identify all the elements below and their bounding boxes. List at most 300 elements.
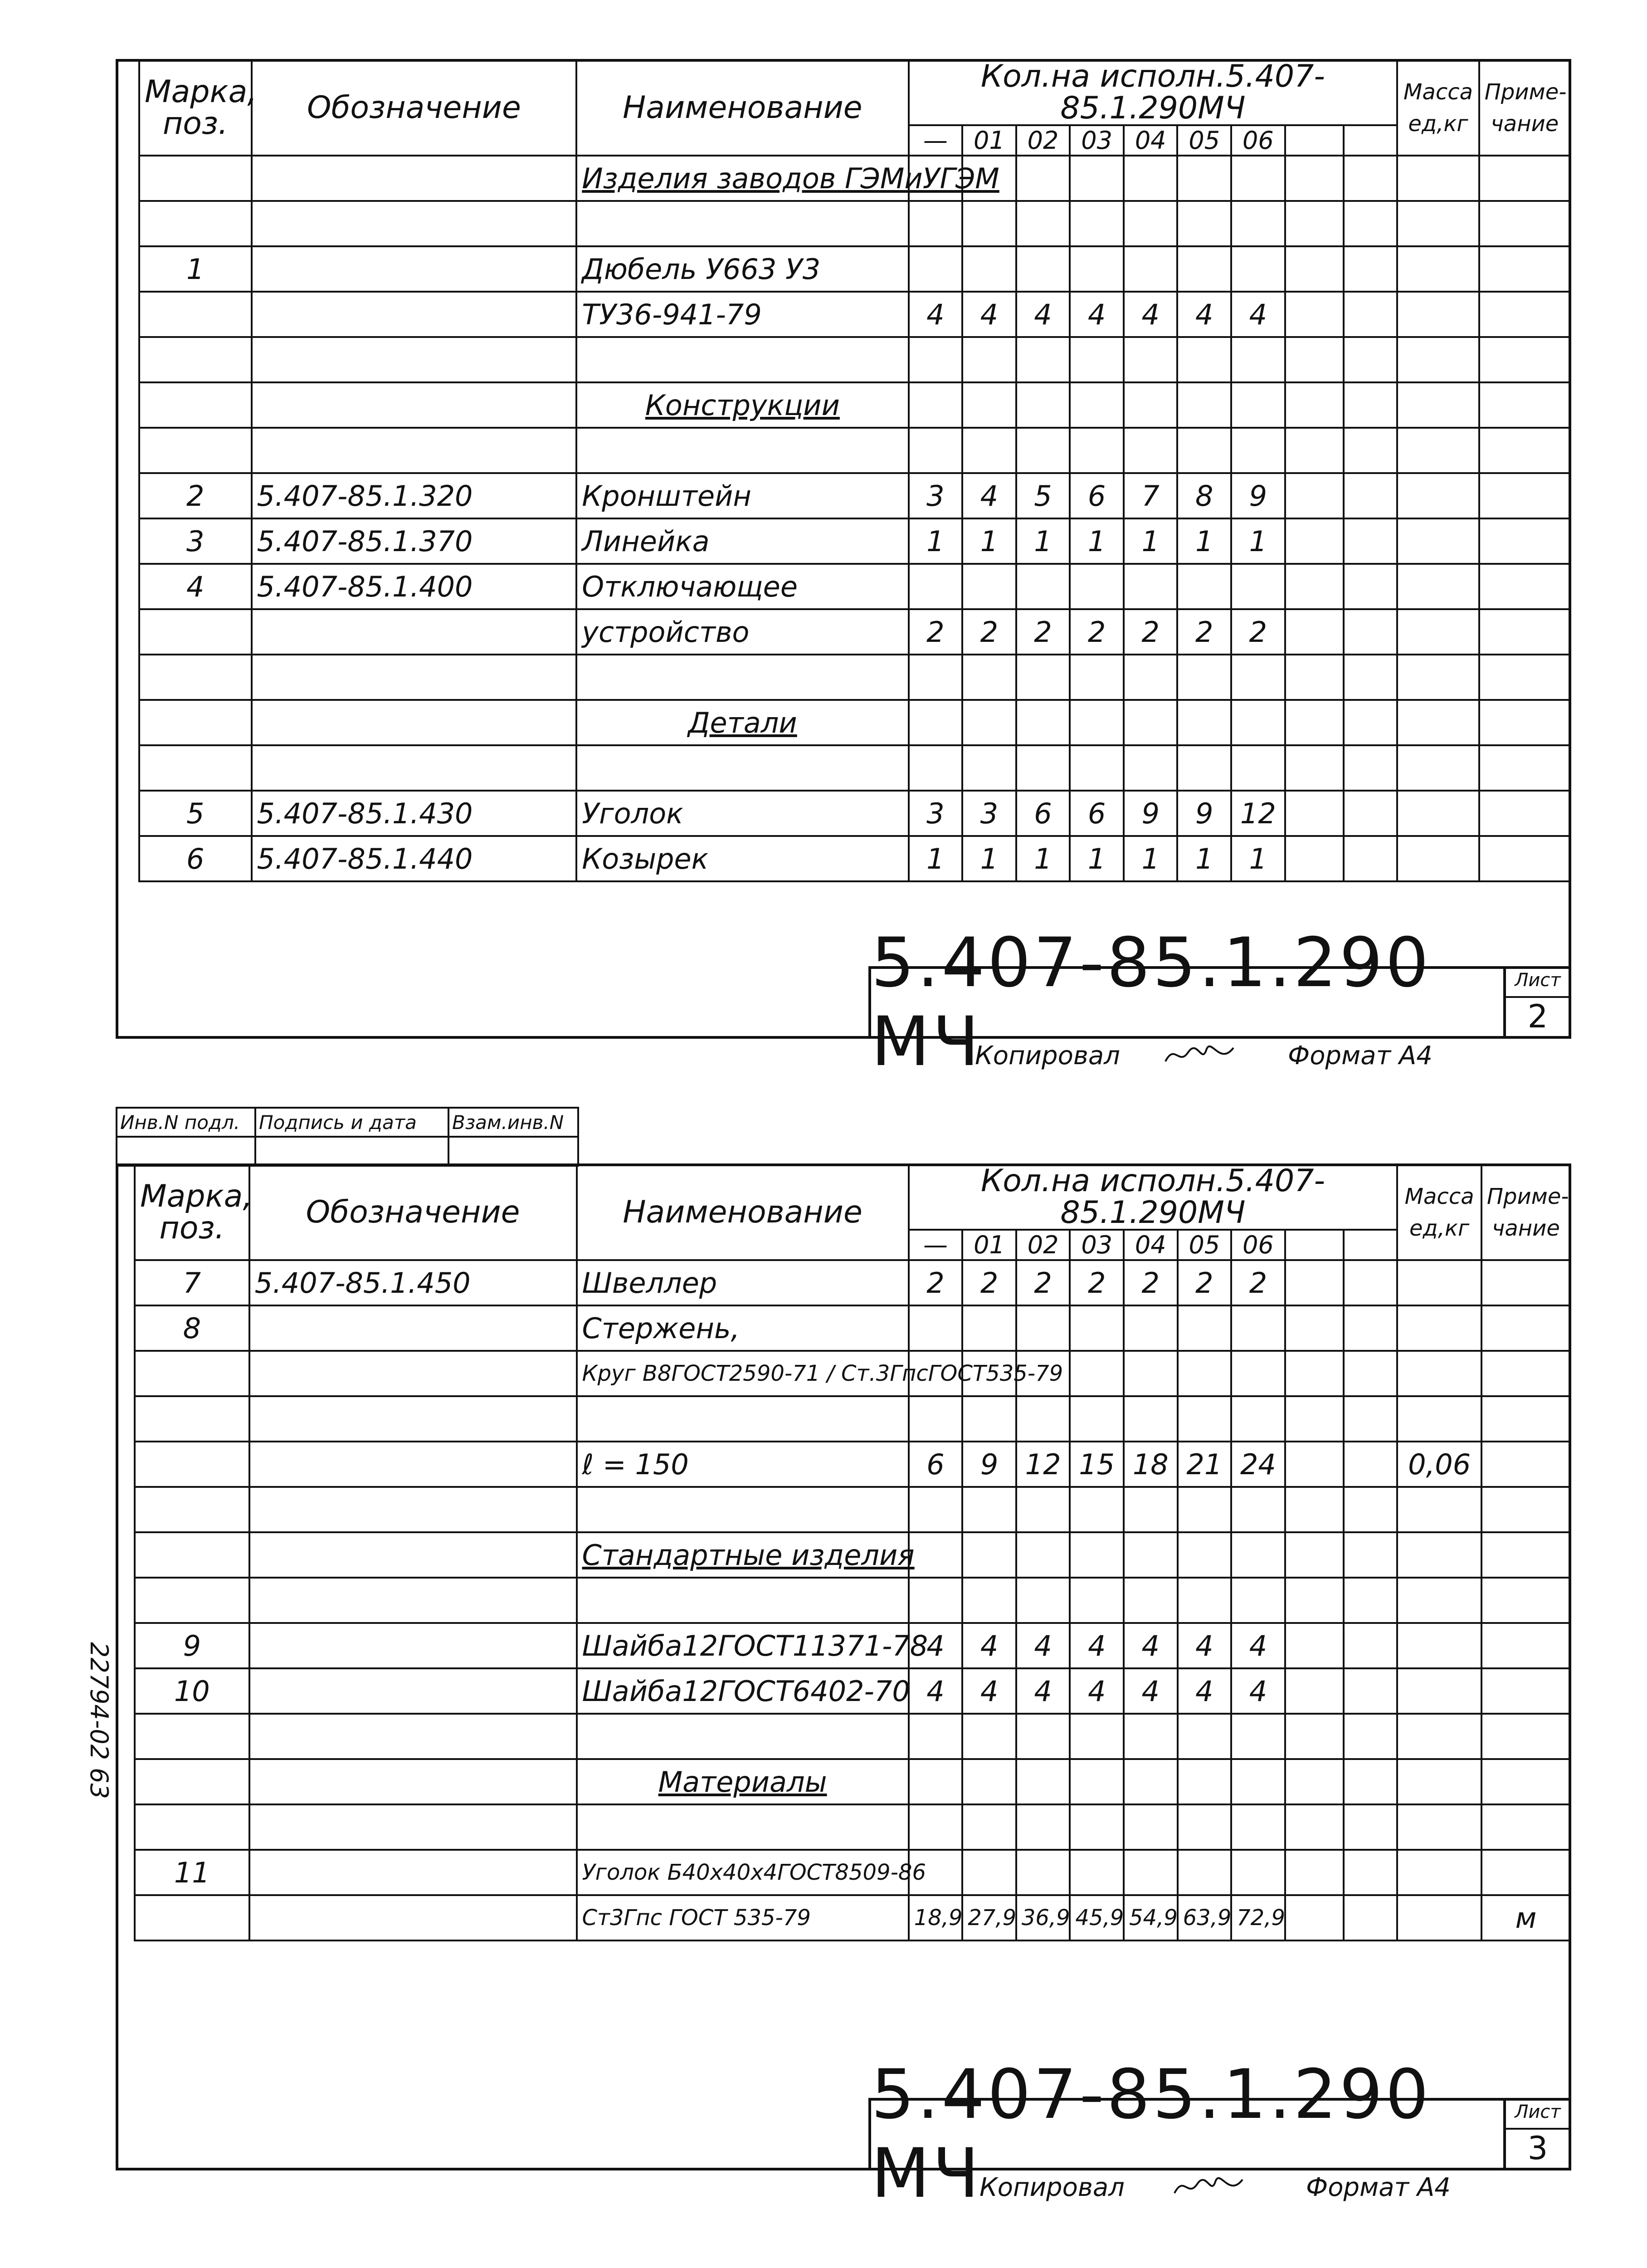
quantity-cell: [1177, 201, 1231, 246]
position-cell: [135, 1895, 249, 1941]
quantity-cell: [1016, 1850, 1070, 1895]
quantity-cell: 2: [1016, 609, 1070, 655]
quantity-cell: [1178, 1351, 1232, 1396]
header-naimenovanie: Наименование: [576, 60, 908, 156]
name-cell: [576, 201, 908, 246]
table-row: [139, 836, 1570, 881]
quantity-cell-empty: [1344, 428, 1398, 473]
quantity-cell: [1124, 428, 1178, 473]
table-row: [139, 609, 1570, 655]
mass-cell: [1397, 473, 1479, 518]
designation-cell: [252, 201, 577, 246]
header-ispoln: 01: [962, 1230, 1016, 1260]
quantity-cell: [1177, 564, 1231, 609]
note-cell: [1479, 745, 1570, 791]
position-cell: [135, 1759, 249, 1804]
designation-cell: [252, 428, 577, 473]
quantity-cell: [1124, 337, 1178, 382]
quantity-cell: [1016, 246, 1070, 292]
header-ispoln: 06: [1231, 1230, 1285, 1260]
quantity-cell: 45,9: [1070, 1895, 1124, 1941]
quantity-cell: [1070, 700, 1124, 745]
header-primechanie: Приме- чание: [1479, 60, 1570, 156]
inv-label: Инв.N подл.: [117, 1108, 255, 1137]
quantity-cell: [1070, 655, 1124, 700]
note-cell: [1481, 1351, 1570, 1396]
quantity-cell-empty: [1344, 473, 1398, 518]
quantity-cell: [1070, 428, 1124, 473]
quantity-cell-empty: [1285, 1804, 1344, 1850]
quantity-cell: [1124, 655, 1178, 700]
header-kol: Кол.на исполн.5.407-85.1.290МЧ: [909, 1164, 1398, 1230]
format-label: Формат А4: [1288, 1041, 1433, 1070]
mass-cell: [1397, 564, 1479, 609]
header-kol: Кол.на исполн.5.407-85.1.290МЧ: [909, 60, 1398, 125]
table-row: [139, 201, 1570, 246]
note-cell: [1481, 1668, 1570, 1714]
quantity-cell-empty: [1285, 473, 1344, 518]
position-cell: [135, 1487, 249, 1532]
quantity-cell: [909, 655, 963, 700]
name-cell: Изделия заводов ГЭМиУГЭМ: [576, 156, 908, 201]
quantity-cell: [1231, 1850, 1285, 1895]
quantity-cell: [962, 382, 1016, 428]
quantity-cell: [909, 382, 963, 428]
quantity-cell-empty: [1344, 156, 1398, 201]
name-cell: Отключающее: [576, 564, 908, 609]
position-cell: [139, 609, 252, 655]
quantity-cell: [1124, 201, 1178, 246]
designation-cell: [249, 1442, 577, 1487]
designation-cell: [252, 700, 577, 745]
quantity-cell: [1178, 1850, 1232, 1895]
quantity-cell: [1124, 1578, 1178, 1623]
quantity-cell: [1177, 428, 1231, 473]
designation-cell: [252, 382, 577, 428]
position-cell: [139, 337, 252, 382]
name-cell: Ст3Гпс ГОСТ 535-79: [577, 1895, 909, 1941]
quantity-cell: [1231, 1759, 1285, 1804]
quantity-cell: [1016, 156, 1070, 201]
position-cell: [139, 655, 252, 700]
quantity-cell: 4: [909, 1623, 963, 1668]
quantity-cell: 63,9: [1178, 1895, 1232, 1941]
quantity-cell: [1231, 655, 1285, 700]
quantity-cell-empty: [1344, 1804, 1398, 1850]
name-cell: Кронштейн: [576, 473, 908, 518]
quantity-cell: [909, 428, 963, 473]
quantity-cell: [909, 564, 963, 609]
quantity-cell: [1178, 1532, 1232, 1578]
mass-cell: [1397, 1850, 1481, 1895]
quantity-cell: [1016, 700, 1070, 745]
name-cell: Конструкции: [576, 382, 908, 428]
quantity-cell-empty: [1285, 564, 1344, 609]
designation-cell: [252, 246, 577, 292]
quantity-cell: [1124, 1396, 1178, 1442]
quantity-cell: 1: [1070, 836, 1124, 881]
quantity-cell-empty: [1344, 246, 1398, 292]
note-cell: [1479, 700, 1570, 745]
quantity-cell-empty: [1285, 201, 1344, 246]
quantity-cell: [1124, 1532, 1178, 1578]
quantity-cell: 4: [1231, 1668, 1285, 1714]
name-cell: [577, 1578, 909, 1623]
quantity-cell: 2: [1231, 1260, 1285, 1305]
quantity-cell: 9: [1124, 791, 1178, 836]
table-row: [135, 1714, 1570, 1759]
table-row: [139, 246, 1570, 292]
name-cell: [577, 1487, 909, 1532]
note-cell: [1479, 292, 1570, 337]
designation-cell: 5.407-85.1.430: [252, 791, 577, 836]
designation-cell: [252, 745, 577, 791]
header-ispoln: 01: [962, 125, 1016, 156]
copied-by-label: Копировал: [975, 1041, 1120, 1070]
quantity-cell: [962, 337, 1016, 382]
quantity-cell: [962, 1487, 1016, 1532]
position-cell: 3: [139, 518, 252, 564]
quantity-cell: [1177, 745, 1231, 791]
designation-cell: [252, 655, 577, 700]
quantity-cell: 12: [1016, 1442, 1070, 1487]
quantity-cell: [1178, 1714, 1232, 1759]
quantity-cell: [1177, 382, 1231, 428]
archive-number: 22794-02 63: [85, 1642, 113, 1799]
document-code: 5.407-85.1.290 МЧ: [871, 2101, 1506, 2168]
designation-cell: 5.407-85.1.400: [252, 564, 577, 609]
quantity-cell: [1070, 1351, 1124, 1396]
header-ispoln-empty: [1344, 125, 1398, 156]
quantity-cell: [1070, 201, 1124, 246]
quantity-cell-empty: [1285, 1668, 1344, 1714]
note-cell: [1479, 156, 1570, 201]
table-row: [139, 337, 1570, 382]
name-cell: Уголок: [576, 791, 908, 836]
quantity-cell-empty: [1344, 1850, 1398, 1895]
table-row: [135, 1396, 1570, 1442]
quantity-cell: [1124, 745, 1178, 791]
quantity-cell: 24: [1231, 1442, 1285, 1487]
mass-cell: [1397, 1804, 1481, 1850]
quantity-cell: [1070, 382, 1124, 428]
mass-cell: [1397, 1623, 1481, 1668]
quantity-cell: 4: [909, 1668, 963, 1714]
note-cell: [1481, 1487, 1570, 1532]
note-cell: [1479, 836, 1570, 881]
quantity-cell: [1231, 1487, 1285, 1532]
quantity-cell-empty: [1344, 1668, 1398, 1714]
quantity-cell: 2: [909, 1260, 963, 1305]
quantity-cell: 2: [1178, 1260, 1232, 1305]
quantity-cell: 2: [1124, 609, 1178, 655]
mass-cell: [1397, 1260, 1481, 1305]
position-cell: 11: [135, 1850, 249, 1895]
mass-cell: [1397, 428, 1479, 473]
designation-cell: 5.407-85.1.370: [252, 518, 577, 564]
quantity-cell: [1016, 1396, 1070, 1442]
mass-cell: [1397, 337, 1479, 382]
position-cell: [139, 201, 252, 246]
position-cell: [135, 1351, 249, 1396]
name-cell: [577, 1396, 909, 1442]
quantity-cell: [1178, 1487, 1232, 1532]
designation-cell: [249, 1895, 577, 1941]
note-cell: [1479, 791, 1570, 836]
quantity-cell: [962, 1759, 1016, 1804]
position-cell: [139, 745, 252, 791]
quantity-cell: 2: [1070, 1260, 1124, 1305]
quantity-cell: [1124, 382, 1178, 428]
quantity-cell: 4: [1070, 1623, 1124, 1668]
designation-cell: [252, 156, 577, 201]
quantity-cell: [1178, 1759, 1232, 1804]
quantity-cell: 4: [1124, 1623, 1178, 1668]
quantity-cell: [1124, 1714, 1178, 1759]
quantity-cell: 1: [962, 836, 1016, 881]
quantity-cell: 4: [909, 292, 963, 337]
table-row: [139, 700, 1570, 745]
position-cell: 10: [135, 1668, 249, 1714]
quantity-cell-empty: [1344, 1714, 1398, 1759]
quantity-cell: 9: [962, 1442, 1016, 1487]
quantity-cell: [1124, 700, 1178, 745]
mass-cell: [1397, 1895, 1481, 1941]
quantity-cell-empty: [1344, 1487, 1398, 1532]
quantity-cell: [1016, 1759, 1070, 1804]
quantity-cell-empty: [1285, 292, 1344, 337]
quantity-cell-empty: [1285, 1305, 1344, 1351]
quantity-cell: 2: [1070, 609, 1124, 655]
header-marka: Марка, поз.: [139, 60, 252, 156]
note-cell: [1479, 246, 1570, 292]
quantity-cell: [1016, 1305, 1070, 1351]
mass-cell: [1397, 1759, 1481, 1804]
quantity-cell-empty: [1344, 745, 1398, 791]
quantity-cell: [962, 1850, 1016, 1895]
quantity-cell-empty: [1285, 1578, 1344, 1623]
position-cell: [139, 428, 252, 473]
quantity-cell: 1: [1124, 518, 1178, 564]
mass-cell: [1397, 1714, 1481, 1759]
table-row: [135, 1260, 1570, 1305]
note-cell: [1479, 518, 1570, 564]
name-cell: Материалы: [577, 1759, 909, 1804]
name-cell: ТУ36-941-79: [576, 292, 908, 337]
quantity-cell: [1070, 246, 1124, 292]
table-row: [139, 382, 1570, 428]
quantity-cell: [1124, 564, 1178, 609]
name-cell: Круг В8ГОСТ2590-71 / Ст.3ГпсГОСТ535-79: [577, 1351, 909, 1396]
name-cell: ℓ = 150: [577, 1442, 909, 1487]
quantity-cell: 9: [1231, 473, 1285, 518]
quantity-cell-empty: [1285, 1759, 1344, 1804]
side-strip: [116, 1107, 579, 1167]
quantity-cell: [962, 428, 1016, 473]
quantity-cell: [1124, 1487, 1178, 1532]
table-row: [139, 518, 1570, 564]
document-code: 5.407-85.1.290 МЧ: [871, 969, 1506, 1036]
quantity-cell: [1178, 1305, 1232, 1351]
mass-cell: [1397, 700, 1479, 745]
quantity-cell: 54,9: [1124, 1895, 1178, 1941]
quantity-cell-empty: [1285, 1260, 1344, 1305]
quantity-cell: [1231, 1351, 1285, 1396]
position-cell: [139, 292, 252, 337]
table-row: [139, 655, 1570, 700]
header-ispoln: 05: [1178, 1230, 1232, 1260]
quantity-cell: [1178, 1578, 1232, 1623]
header-ispoln: 05: [1177, 125, 1231, 156]
quantity-cell: [1070, 1532, 1124, 1578]
quantity-cell: 7: [1124, 473, 1178, 518]
quantity-cell: [1016, 201, 1070, 246]
quantity-cell-empty: [1344, 1442, 1398, 1487]
quantity-cell-empty: [1285, 1396, 1344, 1442]
quantity-cell: 3: [909, 473, 963, 518]
designation-cell: [249, 1578, 577, 1623]
quantity-cell: [909, 1759, 963, 1804]
designation-cell: [249, 1804, 577, 1850]
quantity-cell: [1124, 1305, 1178, 1351]
quantity-cell: [909, 1714, 963, 1759]
designation-cell: [249, 1668, 577, 1714]
mass-cell: 0,06: [1397, 1442, 1481, 1487]
header-ispoln: —: [909, 1230, 963, 1260]
quantity-cell: [1070, 156, 1124, 201]
note-cell: [1479, 337, 1570, 382]
sheet-label: Лист: [1515, 970, 1561, 991]
note-cell: [1479, 382, 1570, 428]
quantity-cell: [1070, 1759, 1124, 1804]
mass-cell: [1397, 1351, 1481, 1396]
quantity-cell: [1070, 1850, 1124, 1895]
name-cell: Шайба12ГОСТ11371-78: [577, 1623, 909, 1668]
name-cell: [576, 745, 908, 791]
quantity-cell-empty: [1285, 700, 1344, 745]
quantity-cell-empty: [1285, 1532, 1344, 1578]
quantity-cell-empty: [1285, 1850, 1344, 1895]
mass-cell: [1397, 1578, 1481, 1623]
table-row: [135, 1895, 1570, 1941]
header-ispoln: 04: [1124, 125, 1178, 156]
header-ispoln: 03: [1070, 125, 1124, 156]
signature-mark-icon: [1161, 1039, 1238, 1077]
mass-cell: [1397, 382, 1479, 428]
table-row: [139, 564, 1570, 609]
quantity-cell-empty: [1344, 1305, 1398, 1351]
quantity-cell: [1070, 745, 1124, 791]
position-cell: 8: [135, 1305, 249, 1351]
mass-cell: [1397, 1487, 1481, 1532]
quantity-cell: [1231, 382, 1285, 428]
note-cell: [1481, 1532, 1570, 1578]
quantity-cell: [962, 1305, 1016, 1351]
name-cell: Дюбель У663 У3: [576, 246, 908, 292]
spec-table-sheet-2: [138, 59, 1571, 882]
quantity-cell: [1070, 1578, 1124, 1623]
quantity-cell-empty: [1344, 518, 1398, 564]
quantity-cell: [1124, 1804, 1178, 1850]
quantity-cell-empty: [1344, 700, 1398, 745]
quantity-cell-empty: [1285, 337, 1344, 382]
quantity-cell: [1070, 564, 1124, 609]
quantity-cell: 4: [1070, 292, 1124, 337]
quantity-cell: [1231, 1714, 1285, 1759]
note-cell: [1481, 1759, 1570, 1804]
quantity-cell: [1177, 246, 1231, 292]
quantity-cell-empty: [1344, 382, 1398, 428]
quantity-cell: 4: [1231, 292, 1285, 337]
quantity-cell: [1016, 1532, 1070, 1578]
quantity-cell: [962, 1532, 1016, 1578]
header-oboznachenie: Обозначение: [249, 1164, 577, 1260]
quantity-cell: 1: [1016, 518, 1070, 564]
header-massa: Масса ед,кг: [1397, 1164, 1481, 1260]
quantity-cell: 2: [909, 609, 963, 655]
quantity-cell: [1124, 1759, 1178, 1804]
quantity-cell-empty: [1344, 564, 1398, 609]
quantity-cell: 4: [1070, 1668, 1124, 1714]
quantity-cell: [1016, 428, 1070, 473]
note-cell: [1481, 1714, 1570, 1759]
signature-mark-icon: [1170, 2170, 1247, 2209]
designation-cell: [249, 1305, 577, 1351]
quantity-cell: [962, 564, 1016, 609]
mass-cell: [1397, 518, 1479, 564]
quantity-cell: [909, 700, 963, 745]
quantity-cell: [1231, 1532, 1285, 1578]
header-ispoln: 06: [1231, 125, 1285, 156]
quantity-cell-empty: [1344, 1578, 1398, 1623]
name-cell: [576, 337, 908, 382]
designation-cell: [249, 1850, 577, 1895]
position-cell: 6: [139, 836, 252, 881]
quantity-cell: 9: [1177, 791, 1231, 836]
header-ispoln: 03: [1070, 1230, 1124, 1260]
quantity-cell: 1: [909, 518, 963, 564]
quantity-cell-empty: [1285, 791, 1344, 836]
mass-cell: [1397, 836, 1479, 881]
note-cell: [1479, 201, 1570, 246]
quantity-cell: 4: [962, 1623, 1016, 1668]
quantity-cell: [1231, 201, 1285, 246]
quantity-cell: [1016, 1714, 1070, 1759]
quantity-cell: [1231, 337, 1285, 382]
table-row: [139, 473, 1570, 518]
quantity-cell: 1: [1177, 518, 1231, 564]
mass-cell: [1397, 292, 1479, 337]
mass-cell: [1397, 1532, 1481, 1578]
position-cell: [135, 1442, 249, 1487]
quantity-cell: 2: [1177, 609, 1231, 655]
quantity-cell: [909, 246, 963, 292]
header-ispoln-empty: [1285, 1230, 1344, 1260]
table-row: [135, 1804, 1570, 1850]
note-cell: [1481, 1442, 1570, 1487]
quantity-cell: [909, 1578, 963, 1623]
quantity-cell: 6: [909, 1442, 963, 1487]
quantity-cell-empty: [1285, 1351, 1344, 1396]
position-cell: 7: [135, 1260, 249, 1305]
quantity-cell: [1231, 1804, 1285, 1850]
designation-cell: [249, 1487, 577, 1532]
table-row: [135, 1759, 1570, 1804]
quantity-cell: [909, 1532, 963, 1578]
note-cell: [1481, 1804, 1570, 1850]
name-cell: Детали: [576, 700, 908, 745]
quantity-cell: 4: [1178, 1623, 1232, 1668]
